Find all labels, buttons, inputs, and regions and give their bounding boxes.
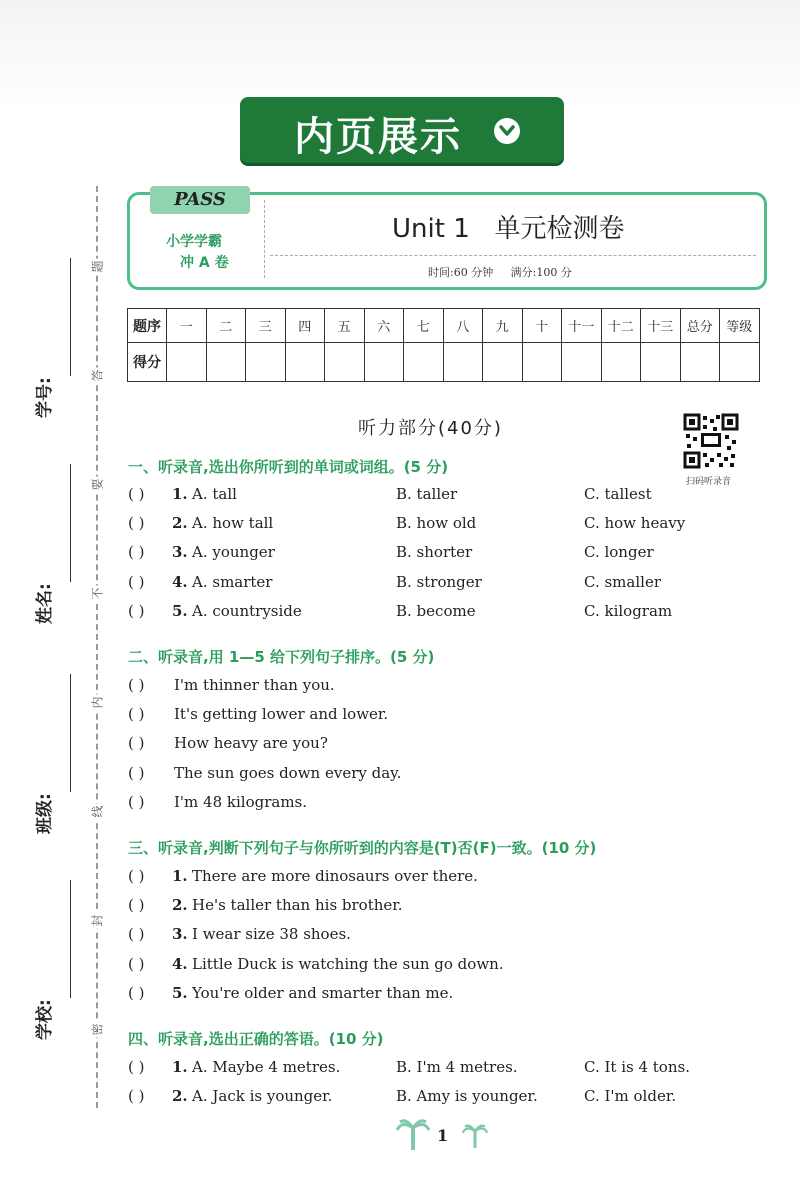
qr-label: 扫码听录音 — [686, 477, 732, 487]
page-number: 1 — [437, 1126, 449, 1145]
section-1-title: 一、听录音,选出你所听到的单词或词组。(5 分) — [128, 458, 449, 476]
answer-blank[interactable]: ( ) — [128, 896, 145, 914]
option-a: A. Maybe 4 metres. — [192, 1058, 341, 1076]
option-c: C. I'm older. — [584, 1087, 677, 1105]
score-col: 三 — [246, 309, 286, 343]
score-cell[interactable] — [483, 343, 523, 382]
score-cell[interactable] — [404, 343, 444, 382]
answer-blank[interactable]: ( ) — [128, 984, 145, 1002]
binding-dashed-line — [96, 186, 100, 1108]
listening-title: 听力部分(40分) — [358, 418, 503, 439]
sentence-text: I'm thinner than you. — [174, 676, 335, 694]
seal-char: 题 — [90, 260, 105, 273]
sentence-text: It's getting lower and lower. — [174, 705, 389, 723]
unit-title: Unit 1 单元检测卷 — [392, 214, 625, 244]
score-col: 八 — [443, 309, 483, 343]
student-id-field[interactable] — [70, 258, 72, 376]
score-col: 一 — [167, 309, 207, 343]
option-b: B. shorter — [396, 543, 473, 561]
question-number: 2. — [172, 514, 188, 532]
score-cell[interactable] — [562, 343, 602, 382]
class-label: 班级: — [35, 793, 55, 834]
answer-blank[interactable]: ( ) — [128, 543, 145, 561]
score-cell[interactable] — [206, 343, 246, 382]
score-col: 十一 — [562, 309, 602, 343]
score-cell[interactable] — [522, 343, 562, 382]
sentence-text: How heavy are you? — [174, 734, 328, 752]
class-field[interactable] — [70, 674, 72, 792]
sentence-text: There are more dinosaurs over there. — [192, 867, 478, 885]
answer-blank[interactable]: ( ) — [128, 514, 145, 532]
palm-tree-icon — [396, 1116, 430, 1150]
question-number: 1. — [172, 867, 188, 885]
score-col: 十二 — [601, 309, 641, 343]
score-cell[interactable] — [641, 343, 681, 382]
student-id-label: 学号: — [35, 377, 55, 418]
school-field[interactable] — [70, 880, 72, 998]
score-col: 四 — [285, 309, 325, 343]
answer-blank[interactable]: ( ) — [128, 676, 145, 694]
option-c: C. kilogram — [584, 602, 673, 620]
option-a: A. younger — [192, 543, 275, 561]
header-divider — [270, 255, 756, 256]
option-c: C. longer — [584, 543, 654, 561]
option-b: B. Amy is younger. — [396, 1087, 538, 1105]
answer-blank[interactable]: ( ) — [128, 485, 145, 503]
option-b: B. taller — [396, 485, 458, 503]
answer-blank[interactable]: ( ) — [128, 955, 145, 973]
score-cell[interactable] — [680, 343, 720, 382]
seal-char: 不 — [90, 587, 105, 600]
answer-blank[interactable]: ( ) — [128, 793, 145, 811]
option-c: C. tallest — [584, 485, 652, 503]
score-cell[interactable] — [364, 343, 404, 382]
score-col: 二 — [206, 309, 246, 343]
option-b: B. how old — [396, 514, 477, 532]
sentence-text: I wear size 38 shoes. — [192, 925, 351, 943]
score-col: 五 — [325, 309, 365, 343]
score-cell[interactable] — [443, 343, 483, 382]
answer-blank[interactable]: ( ) — [128, 573, 145, 591]
seal-char: 密 — [90, 1023, 105, 1036]
answer-blank[interactable]: ( ) — [128, 867, 145, 885]
question-number: 4. — [172, 573, 188, 591]
question-number: 2. — [172, 1087, 188, 1105]
seal-char: 内 — [90, 696, 105, 709]
score-col: 等级 — [720, 309, 760, 343]
score-cell[interactable] — [167, 343, 207, 382]
seal-char: 要 — [90, 478, 105, 491]
answer-blank[interactable]: ( ) — [128, 705, 145, 723]
answer-blank[interactable]: ( ) — [128, 764, 145, 782]
question-number: 3. — [172, 925, 188, 943]
score-table — [127, 308, 760, 382]
time-info: 时间:60 分钟 满分:100 分 — [428, 266, 572, 279]
question-number: 4. — [172, 955, 188, 973]
question-number: 2. — [172, 896, 188, 914]
brand-line-1: 小学学霸 — [166, 234, 222, 250]
seal-char: 封 — [90, 914, 105, 927]
option-c: C. smaller — [584, 573, 661, 591]
score-col: 七 — [404, 309, 444, 343]
option-a: A. how tall — [192, 514, 274, 532]
option-a: A. smarter — [192, 573, 273, 591]
score-row-label: 得分 — [128, 343, 167, 382]
student-name-field[interactable] — [70, 464, 72, 582]
score-col: 十三 — [641, 309, 681, 343]
option-c: C. It is 4 tons. — [584, 1058, 690, 1076]
question-number: 1. — [172, 485, 188, 503]
score-cell[interactable] — [601, 343, 641, 382]
banner-title: 内页展示 — [294, 114, 462, 160]
score-col: 九 — [483, 309, 523, 343]
score-col: 十 — [522, 309, 562, 343]
sentence-text: You're older and smarter than me. — [192, 984, 454, 1002]
answer-blank[interactable]: ( ) — [128, 1058, 145, 1076]
option-b: B. become — [396, 602, 476, 620]
score-cell[interactable] — [246, 343, 286, 382]
option-a: A. tall — [192, 485, 237, 503]
section-4-title: 四、听录音,选出正确的答语。(10 分) — [128, 1030, 384, 1048]
pass-logo: PASS — [150, 186, 250, 214]
palm-tree-icon — [462, 1122, 488, 1148]
section-3-title: 三、听录音,判断下列句子与你所听到的内容是(T)否(F)一致。(10 分) — [128, 839, 597, 857]
school-label: 学校: — [35, 999, 55, 1040]
answer-blank[interactable]: ( ) — [128, 734, 145, 752]
score-cell[interactable] — [325, 343, 365, 382]
score-col: 总分 — [680, 309, 720, 343]
chevron-down-icon — [494, 118, 520, 144]
question-number: 5. — [172, 602, 188, 620]
qr-code-icon[interactable] — [683, 413, 739, 469]
score-row-label: 题序 — [128, 309, 167, 343]
score-col: 六 — [364, 309, 404, 343]
sentence-text: Little Duck is watching the sun go down. — [192, 955, 504, 973]
answer-blank[interactable]: ( ) — [128, 602, 145, 620]
seal-char: 答 — [90, 369, 105, 382]
option-c: C. how heavy — [584, 514, 686, 532]
top-band — [0, 0, 800, 112]
score-cell[interactable] — [285, 343, 325, 382]
answer-blank[interactable]: ( ) — [128, 925, 145, 943]
question-number: 5. — [172, 984, 188, 1002]
question-number: 1. — [172, 1058, 188, 1076]
header-divider — [264, 200, 265, 278]
sentence-text: The sun goes down every day. — [174, 764, 402, 782]
brand-line-2: 冲 A 卷 — [180, 255, 229, 271]
section-2-title: 二、听录音,用 1—5 给下列句子排序。(5 分) — [128, 648, 435, 666]
sentence-text: I'm 48 kilograms. — [174, 793, 308, 811]
seal-char: 线 — [90, 805, 105, 818]
page-banner — [240, 97, 564, 163]
answer-blank[interactable]: ( ) — [128, 1087, 145, 1105]
option-a: A. countryside — [192, 602, 302, 620]
question-number: 3. — [172, 543, 188, 561]
sentence-text: He's taller than his brother. — [192, 896, 403, 914]
option-b: B. stronger — [396, 573, 482, 591]
student-name-label: 姓名: — [35, 583, 55, 624]
option-a: A. Jack is younger. — [192, 1087, 333, 1105]
option-b: B. I'm 4 metres. — [396, 1058, 518, 1076]
score-cell[interactable] — [720, 343, 760, 382]
